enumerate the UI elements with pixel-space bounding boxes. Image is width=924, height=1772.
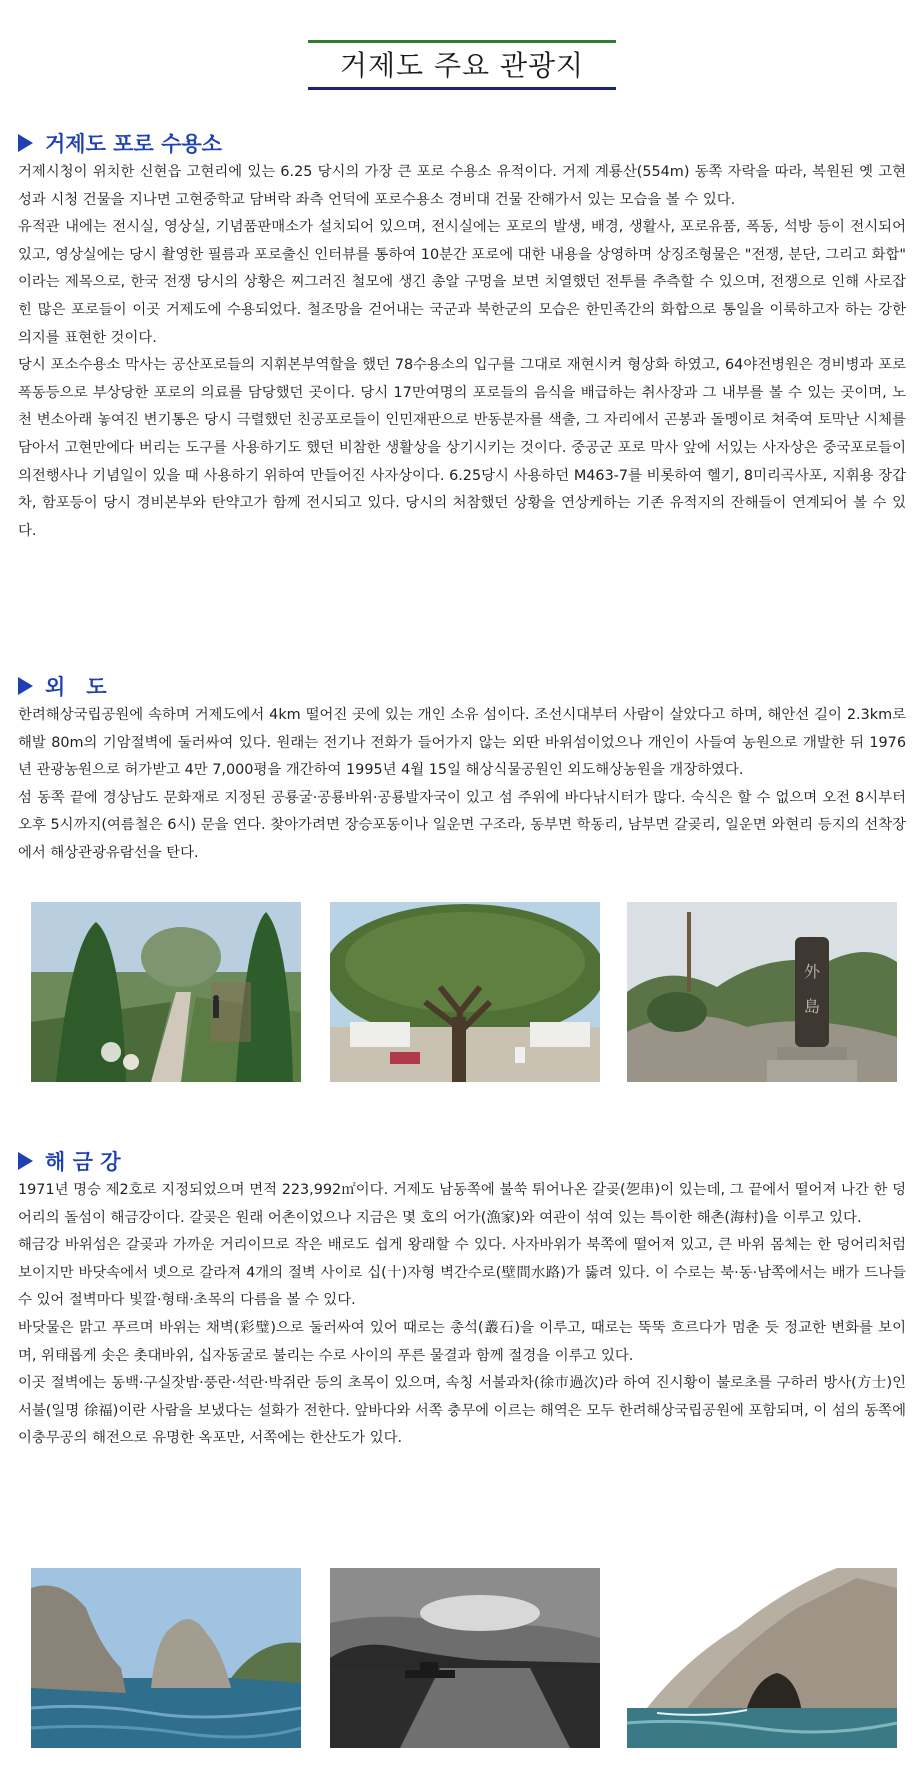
section-heading <box>18 127 906 159</box>
title-bottom-rule <box>308 87 616 90</box>
section-heading-label: 거제도 포로 수용소 <box>45 132 222 156</box>
section-heading-label: 해 금 강 <box>45 1150 121 1174</box>
svg-text:外: 外 <box>803 962 821 981</box>
paragraph: 1971년 명승 제2호로 지정되었으며 면적 223,992㎡이다. 거제도 남동쪽에 불쑥 튀어나온 갈곶(乫串)이 있는데, 그 끝에서 떨어져 나간 한 덩어리의 돌섬이 해금강이다. 갈곶은 원래 어촌이었으나 지금은 몇 호의 어가(漁家)와 여관이 섞여 있는 특이한 해촌(海村)을 이루고 있다. <box>18 1182 906 1226</box>
section-heading <box>18 1145 906 1177</box>
paragraph: 당시 포소수용소 막사는 공산포로들의 지휘본부역할을 했던 78수용소의 입구를 그대로 재현시켜 형상화 하였고, 64야전병원은 경비병과 포로폭동등으로 부상당한 포로의 의료를 담당했던 곳이다. 당시 17만여명의 포로들의 음식을 배급하는 취사장과 그 내부를 볼 수 있는 곳이며, 노천 변소아래 놓여진 변기통은 당시 극렬했던 친공포로들이 인민재판으로 반동분자를 색출, 그 자리에서 곤봉과 돌멩이로 쳐죽여 토막난 시체를 담아서 고현만에다 버리는 도구를 사용하기도 했던 비참한 생활상을 상기시키는 것이다. 중공군 포로 막사 앞에 서있는 사자상은 중국포로들이 의전행사나 기념일이 있을 때 사용하기 위하여 만들어진 사자상이다. 6.25당시 사용하던 M463-7를 비롯하여 헬기, 8미리곡사포, 지휘용 장갑차, 함포등이 당시 경비본부와 탄약고가 함께 전시되고 있다. 당시의 처참했던 상황을 연상케하는 기존 유적지의 잔해들이 연계되어 볼 수 있다. <box>18 357 906 539</box>
oedo-photo-row <box>0 902 924 1082</box>
paragraph: 해금강 바위섬은 갈곶과 가까운 거리이므로 작은 배로도 쉽게 왕래할 수 있다. 사자바위가 북쪽에 떨어져 있고, 큰 바위 몸체는 한 덩어리처럼 보이지만 바닷속에서 넷으로 갈라져 4개의 절벽 사이로 십(十)자형 벽간수로(壁間水路)가 뚫려 있다. 이 수로는 북·동·남쪽에서는 배가 드나들 수 있어 절벽마다 빛깔·형태·초목의 다름을 볼 수 있다. <box>18 1237 906 1309</box>
svg-text:島: 島 <box>803 997 821 1016</box>
triangle-bullet-icon <box>18 1152 33 1170</box>
rock-islets-photo <box>31 1568 301 1748</box>
umbrella-tree-photo <box>330 902 600 1082</box>
paragraph: 한려해상국립공원에 속하며 거제도에서 4km 떨어진 곳에 있는 개인 소유 섬이다. 조선시대부터 사람이 살았다고 하며, 해안선 길이 2.3km로 해발 80m의 기암절벽에 둘러싸여 있다. 원래는 전기나 전화가 들어가지 않는 외딴 바위섬이었으나 개인이 사들여 농원으로 개발한 뒤 1976년 관광농원으로 허가받고 4만 7,000평을 개간하여 1995년 4월 15일 해상식물공원인 외도해상농원을 개장하였다. <box>18 707 906 779</box>
sunset-boat-photo <box>330 1568 600 1748</box>
sea-cave-cliff-photo <box>627 1568 897 1748</box>
triangle-bullet-icon <box>18 134 33 152</box>
page-title: 거제도 주요 관광지 <box>339 49 585 82</box>
triangle-bullet-icon <box>18 677 33 695</box>
section-oedo <box>18 670 906 868</box>
section-heading-label: 외 도 <box>45 675 107 699</box>
paragraph: 바닷물은 맑고 푸르며 바위는 채벽(彩璧)으로 둘러싸여 있어 때로는 총석(叢石)을 이루고, 때로는 뚝뚝 흐르다가 멈춘 듯 정교한 변화를 보이며, 위태롭게 솟은 촛대바위, 십자동굴로 불리는 수로 사이의 푸른 물결과 함께 절경을 이루고 있다. <box>18 1319 906 1364</box>
section-haegeumgang <box>18 1145 906 1453</box>
section-pow-camp <box>18 127 906 545</box>
paragraph: 유적관 내에는 전시실, 영상실, 기념품판매소가 설치되어 있으며, 전시실에는 포로의 발생, 배경, 생활사, 포로유품, 폭동, 석방 등이 전시되어 있고, 영상실에는 당시 촬영한 필름과 포로출신 인터뷰를 통하여 10분간 포로에 대한 내용을 상영하며 상징조형물은 "전쟁, 분단, 그리고 화합" 이라는 제목으로, 한국 전쟁 당시의 상황은 찌그러진 철모에 생긴 총알 구멍을 보면 치열했던 전투를 추측할 수 있으며, 전쟁으로 인해 사로잡힌 많은 포로들이 이곳 거제도에 수용되었다. 철조망을 걷어내는 국군과 북한군의 모습은 한민족간의 화합으로 통일을 이룩하고자 하는 강한 의지를 표현한 것이다. <box>18 219 906 346</box>
paragraph: 거제시청이 위치한 신현읍 고현리에 있는 6.25 당시의 가장 큰 포로 수용소 유적이다. 거제 계룡산(554m) 동쪽 자락을 따라, 복원된 옛 고현성과 시청 건물을 지나면 고현중학교 담벼락 좌측 언덕에 포로수용소 경비대 건물 잔해가서 있는 모습을 볼 수 있다. <box>18 164 906 208</box>
paragraph: 섬 동쪽 끝에 경상남도 문화재로 지정된 공룡굴·공룡바위·공룡발자국이 있고 섬 주위에 바다낚시터가 많다. 숙식은 할 수 없으며 오전 8시부터 오후 5시까지(여름철은 6시) 문을 연다. 찾아가려면 장승포동이나 일운면 구조라, 동부면 학동리, 남부면 갈곶리, 일운면 와현리 등지의 선착장에서 해상관광유람선을 탄다. <box>18 789 906 861</box>
section-heading <box>18 670 906 702</box>
stone-monument-photo <box>627 902 897 1082</box>
haegeumgang-photo-row <box>0 1568 924 1748</box>
title-top-rule <box>308 40 616 43</box>
garden-path-photo <box>31 902 301 1082</box>
paragraph: 이곳 절벽에는 동백·구실잣밤·풍란·석란·박쥐란 등의 초목이 있으며, 속칭 서불과차(徐市過次)라 하여 진시황이 불로초를 구하러 방사(方士)인 서불(일명 徐福)이란 사람을 보냈다는 설화가 전한다. 앞바다와 서쪽 충무에 이르는 해역은 모두 한려해상국립공원에 포함되며, 이 섬의 동쪽에 이충무공의 해전으로 유명한 옥포만, 서쪽에는 한산도가 있다. <box>18 1375 906 1447</box>
page-title-box <box>308 40 616 90</box>
